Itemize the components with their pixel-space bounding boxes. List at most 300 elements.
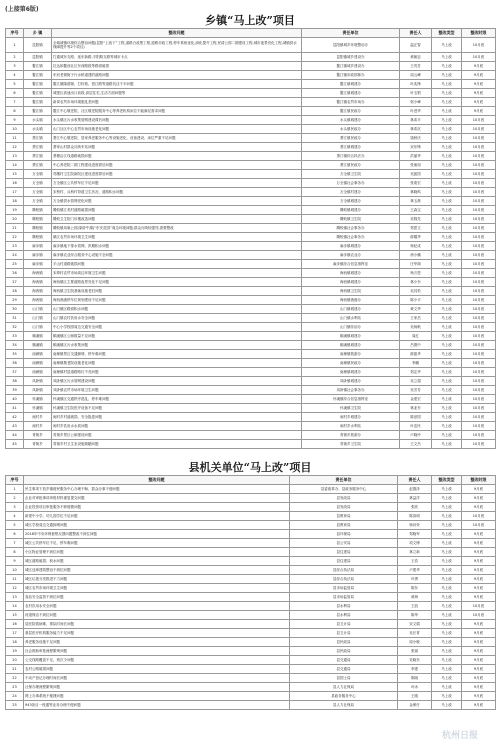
table-cell: 马上改 — [432, 89, 462, 98]
table-cell: 6 — [6, 89, 24, 98]
table-cell: 王茂芳 — [400, 62, 432, 71]
table-cell: 20 — [6, 215, 24, 224]
table-cell: 顺溪镇 — [24, 341, 52, 350]
table-cell: 王浩 — [398, 557, 432, 566]
table-cell: 马上改 — [432, 305, 462, 314]
table-cell: 闹村乡城建办 — [302, 413, 400, 422]
table-cell: 42 — [6, 413, 24, 422]
table-cell: 9月底 — [462, 62, 496, 71]
table-cell: 马上改 — [432, 557, 462, 566]
table-row — [6, 440, 496, 449]
table-cell: 17 — [6, 188, 24, 197]
table-row — [6, 38, 496, 53]
table-cell: 10月底 — [462, 206, 496, 215]
table-cell: 10月底 — [462, 512, 496, 521]
table-row — [6, 692, 496, 701]
table-row — [6, 143, 496, 152]
table-cell: 11 — [6, 134, 24, 143]
table-cell: 县人力社保局 — [290, 683, 398, 692]
table-row — [6, 323, 496, 332]
table-cell: 县市场监管局 — [290, 584, 398, 593]
table-cell: 山门镇水利站 — [302, 314, 400, 323]
table-cell: 李建 — [398, 665, 432, 674]
table-cell: 公交线路覆盖不足、班次少问题 — [24, 656, 290, 665]
table-cell: 县公安局 — [290, 539, 398, 548]
table-cell: 城区农贸市场环境卫生问题 — [24, 584, 290, 593]
table-cell: 县综合执法局 — [290, 566, 398, 575]
table-cell: 林益洋 — [398, 494, 432, 503]
table-row — [6, 53, 496, 62]
table-cell: 林立新 — [398, 548, 432, 557]
table-row — [6, 593, 496, 602]
table-row — [6, 422, 496, 431]
table-cell: 小区物业管理不到位问题 — [24, 548, 290, 557]
table-cell: 马上改 — [432, 188, 462, 197]
table-cell: 5 — [6, 521, 24, 530]
table-cell: 青街乡旅游办 — [302, 431, 400, 440]
table-cell: 郑思文 — [400, 224, 432, 233]
table-cell: 吴芳芳 — [400, 386, 432, 395]
table-cell: 林小东 — [400, 278, 432, 287]
table-cell: 凤卧镇城建办 — [302, 377, 400, 386]
table-cell: 9月底 — [462, 593, 496, 602]
table-cell: 昆阳镇城乡建设办 — [302, 53, 400, 62]
table-row — [6, 575, 496, 584]
table-cell: 万全镇供水管网老化问题 — [52, 197, 302, 206]
table-cell: 马上改 — [432, 701, 462, 710]
table-cell: 9月底 — [462, 89, 496, 98]
table-cell: 鳌江镇 — [24, 71, 52, 80]
table-cell: 马上改 — [432, 116, 462, 125]
table-cell: 麻步镇 — [24, 242, 52, 251]
continued-label: (上接第6版) — [5, 6, 39, 13]
table-cell: 项文博 — [398, 539, 432, 548]
table-cell: 不动产登记办理时间长问题 — [24, 674, 290, 683]
table-cell: 马上改 — [432, 566, 462, 575]
table-cell: 县发改局 — [290, 503, 398, 512]
table-cell: 郑楼村卫生院新院区建设进度滞后问题 — [52, 170, 302, 179]
table-cell: 10月底 — [462, 170, 496, 179]
table-row — [6, 62, 496, 71]
table-cell: 南雁镇城建办 — [302, 368, 400, 377]
table-cell: 10月底 — [462, 242, 496, 251]
table-cell: 10月底 — [462, 224, 496, 233]
table-cell: 县教育局 — [290, 512, 398, 521]
table-cell: 13 — [6, 152, 24, 161]
table-cell: 9月底 — [462, 656, 496, 665]
table-row — [6, 584, 496, 593]
table-cell: 县水利局 — [290, 611, 398, 620]
table-cell: 马上改 — [432, 485, 462, 494]
table-cell: 企业投资项目审批服务不够便捷问题 — [24, 503, 290, 512]
table-cell: 鳌江镇城乡建设办 — [302, 62, 400, 71]
table-cell: 宋东锋 — [400, 143, 432, 152]
table-row — [6, 278, 496, 287]
table-cell: 顺溪镇城建办 — [302, 332, 400, 341]
table-cell: 新建中小学、幼儿园学位不足问题 — [24, 512, 290, 521]
table-cell: 凤卧镇农贸市场环境卫生问题 — [52, 386, 302, 395]
table-cell: 万全镇 — [24, 197, 52, 206]
table-row — [6, 215, 496, 224]
table-cell: 叶忠民 — [400, 422, 432, 431]
table-cell: 陈华 — [398, 611, 432, 620]
table-cell: 9月底 — [462, 638, 496, 647]
table-cell: 怀溪镇综合信息指挥室 — [302, 395, 400, 404]
table-cell: 企业对审批事项申报材料重复提交问题 — [24, 494, 290, 503]
table-cell: 凤卧镇 — [24, 377, 52, 386]
table-cell: 山门镇综治办 — [302, 323, 400, 332]
table-cell: 麻步镇农业办 — [302, 251, 400, 260]
table-cell: 鳌江镇市政园林办 — [302, 71, 400, 80]
table-row — [6, 656, 496, 665]
table-cell: 农村饮用水安全问题 — [24, 602, 290, 611]
table-cell: 马上改 — [432, 38, 462, 53]
table-cell: 打通城东支路、延东新路,平阳路支路等城市卡点 — [52, 53, 302, 62]
table-cell: 鳌江中心敬老院、社区敬老院服务中心等养老机构床位不能满足需求问题 — [52, 107, 302, 116]
table-cell: 44 — [6, 431, 24, 440]
table-cell: 金保仔 — [398, 701, 432, 710]
table-cell: 萧江镇综合执法办 — [302, 152, 400, 161]
table-cell: 万全镇区公共停车位不足问题 — [52, 179, 302, 188]
table-cell: 3 — [6, 62, 24, 71]
table-cell: 腾蛟镇江美村道路破损问题 — [52, 206, 302, 215]
table-row — [6, 179, 496, 188]
table-cell: 鳌江镇 — [24, 98, 52, 107]
table-cell: 9月底 — [462, 647, 496, 656]
table-cell: 王家岳 — [400, 314, 432, 323]
table-row — [6, 683, 496, 692]
table-cell: 10月底 — [462, 287, 496, 296]
table-cell: 宋桥村、兵桥村背道卫生状况、道路积水问题 — [52, 188, 302, 197]
table-cell: 水头镇 — [24, 116, 52, 125]
table-cell: 马上改 — [432, 512, 462, 521]
table-row — [6, 161, 496, 170]
table-cell: 40 — [6, 395, 24, 404]
table-cell: 马上改 — [432, 368, 462, 377]
table-cell: 马上改 — [432, 620, 462, 629]
table-row — [6, 152, 496, 161]
table-cell: 马上改 — [432, 134, 462, 143]
table-cell: 县人力社保局 — [290, 701, 398, 710]
table-cell: 张欢宏 — [400, 179, 432, 188]
table-cell: 鳌江镇农贸市场办 — [302, 98, 400, 107]
table-cell: 海西镇 — [24, 269, 52, 278]
table-cell: 马上改 — [432, 359, 462, 368]
table-row — [6, 395, 496, 404]
table-cell: 薛振华 — [400, 350, 432, 359]
table-cell: 10月底 — [462, 188, 496, 197]
table-row — [6, 80, 496, 89]
table-cell: 青街乡村卫生室设施简陋问题 — [52, 440, 302, 449]
table-cell: 马上改 — [432, 629, 462, 638]
table-cell: 黄文华 — [400, 305, 432, 314]
table-cell: 卢晓玲 — [400, 431, 432, 440]
table-cell: 24 — [6, 251, 24, 260]
table-cell: 10月底 — [462, 341, 496, 350]
table-cell: 马上改 — [432, 125, 462, 134]
table-cell: 鳌江镇城建办 — [302, 89, 400, 98]
table-cell: 鳌江镇 — [24, 89, 52, 98]
table-cell: 33 — [6, 332, 24, 341]
table-cell: 37 — [6, 368, 24, 377]
table-cell: 张丽 — [398, 647, 432, 656]
table-row — [6, 107, 496, 116]
table-cell: 李鹏 — [400, 359, 432, 368]
table-cell: 南雁镇 — [24, 350, 52, 359]
table-cell: 马上改 — [432, 215, 462, 224]
table-cell: 怀溪镇卫生院医疗设备不足问题 — [52, 404, 302, 413]
table-cell: 麻步镇综合信息指挥室 — [302, 260, 400, 269]
table-row — [6, 674, 496, 683]
table-cell: 中心养老院二期工程建设进度滞后问题 — [52, 161, 302, 170]
table-cell: 王凯 — [398, 602, 432, 611]
table-cell: 马上改 — [432, 224, 462, 233]
column-header: 整改问题 — [52, 29, 302, 38]
table-cell: 海西镇区主要道路夜景亮化不足问题 — [52, 278, 302, 287]
table-cell: 宋埠村农贸市场周边环境卫生问题 — [52, 269, 302, 278]
table-cell: 麻步镇城建办 — [302, 242, 400, 251]
table-cell: 萧江镇民政办 — [302, 161, 400, 170]
county-section-title: 县机关单位“马上改”项目 — [188, 461, 312, 474]
table-cell: 9月底 — [462, 674, 496, 683]
table-cell: 马上改 — [432, 440, 462, 449]
table-cell: 马上改 — [432, 665, 462, 674]
table-cell: 基层医疗机构服务能力不足问题 — [24, 629, 290, 638]
table-cell: 东河老街街子行水桥道建的道路问题 — [52, 71, 302, 80]
table-cell: 山门社区中心农贸市场设施老化问题 — [52, 125, 302, 134]
table-cell: 45 — [6, 440, 24, 449]
table-cell: 马上改 — [432, 287, 462, 296]
table-cell: 赵德泽 — [398, 485, 432, 494]
table-row — [6, 557, 496, 566]
table-cell: 10月底 — [462, 260, 496, 269]
table-cell: 35 — [6, 350, 24, 359]
table-cell: 网上办事系统不便捷问题 — [24, 692, 290, 701]
table-cell: 周云峰 — [400, 71, 432, 80]
table-cell: 闹村乡饮用水水质问题 — [52, 422, 302, 431]
table-cell: 马上改 — [432, 107, 462, 116]
table-cell: 县综合执法局 — [290, 575, 398, 584]
column-header: 责任人 — [400, 29, 432, 38]
table-cell: 8 — [6, 548, 24, 557]
table-cell: 南雁镇村居道路路灯不亮问题 — [52, 368, 302, 377]
table-row — [6, 125, 496, 134]
table-cell: 县卫计局 — [290, 620, 398, 629]
table-cell: 万全镇 — [24, 179, 52, 188]
table-cell: 万全镇城建办 — [302, 197, 400, 206]
table-cell: 马上改 — [432, 206, 462, 215]
table-cell: 10月底 — [462, 521, 496, 530]
table-cell: 山门镇农村饮用水安全问题 — [52, 314, 302, 323]
table-cell: 马上改 — [432, 80, 462, 89]
table-cell: 14 — [6, 161, 24, 170]
table-row — [6, 611, 496, 620]
table-cell: 吴晓东 — [398, 656, 432, 665]
table-cell: 9月底 — [462, 107, 496, 116]
column-header: 整改问题 — [24, 476, 290, 485]
table-cell: 马上改 — [432, 350, 462, 359]
table-cell: 23 — [6, 242, 24, 251]
table-cell: 9月底 — [462, 503, 496, 512]
table-cell: 农村公路破损问题 — [24, 665, 290, 674]
table-cell: 马上改 — [432, 593, 462, 602]
table-row — [6, 377, 496, 386]
table-cell: 萧家山村群众反映车站问题 — [52, 143, 302, 152]
table-cell: 1 — [6, 38, 24, 53]
table-cell: 8 — [6, 107, 24, 116]
table-cell: 马上改 — [432, 377, 462, 386]
table-cell: 马上改 — [432, 179, 462, 188]
table-row — [6, 638, 496, 647]
table-row — [6, 242, 496, 251]
table-cell: 杨向荣 — [398, 521, 432, 530]
table-cell: 10月底 — [462, 440, 496, 449]
table-cell: 萧江镇民政办 — [302, 134, 400, 143]
table-cell: 10月底 — [462, 377, 496, 386]
table-cell: 25 — [6, 701, 24, 710]
table-cell: 山门镇 — [24, 323, 52, 332]
table-cell: 马上改 — [432, 656, 462, 665]
table-cell: 徐小鹏 — [400, 251, 432, 260]
table-cell: 南雁镇景区交通拥堵、停车难问题 — [52, 350, 302, 359]
table-cell: 10月底 — [462, 611, 496, 620]
table-cell: 张朋周 — [400, 161, 432, 170]
table-row — [6, 485, 496, 494]
table-row — [6, 665, 496, 674]
town-table — [5, 28, 496, 449]
table-cell: 21 — [6, 224, 24, 233]
table-row — [6, 224, 496, 233]
table-cell: 10月底 — [462, 152, 496, 161]
table-cell: 马上改 — [432, 278, 462, 287]
table-cell: 林亚东 — [400, 404, 432, 413]
table-cell: 凤卧镇社会事务办 — [302, 386, 400, 395]
table-cell: 怀溪镇区交通秩序混乱、停车难问题 — [52, 395, 302, 404]
table-cell: 12 — [6, 143, 24, 152]
table-cell: 陈东 — [398, 584, 432, 593]
column-header: 责任人 — [398, 476, 432, 485]
table-cell: 4 — [6, 512, 24, 521]
table-cell: 马上改 — [432, 98, 462, 107]
table-cell: 10月底 — [462, 431, 496, 440]
table-row — [6, 71, 496, 80]
table-cell: 王文杰 — [400, 440, 432, 449]
table-cell: 县发改局 — [290, 494, 398, 503]
table-cell: 河道保洁不到位问题 — [24, 611, 290, 620]
table-cell: 怀溪镇 — [24, 404, 52, 413]
table-cell: 9月底 — [462, 71, 496, 80]
table-cell: 城区公共停车位不足、停车难问题 — [24, 539, 290, 548]
table-cell: 马上改 — [432, 611, 462, 620]
table-cell: 萧塘沿江线道路破损问题 — [52, 152, 302, 161]
table-cell: 马上改 — [432, 692, 462, 701]
table-cell: 19 — [6, 206, 24, 215]
table-cell: 陈爱国 — [400, 413, 432, 422]
table-cell: 闹村乡 — [24, 422, 52, 431]
table-row — [6, 431, 496, 440]
table-row — [6, 539, 496, 548]
table-cell: 22 — [6, 674, 24, 683]
table-cell: 海西镇城建办 — [302, 269, 400, 278]
table-cell: 9月底 — [462, 98, 496, 107]
table-cell: 马上改 — [432, 233, 462, 242]
table-cell: 新岗农贸市场环境脏乱差问题 — [52, 98, 302, 107]
table-cell: 萧江镇城建办 — [302, 143, 400, 152]
table-cell: 9月底 — [462, 692, 496, 701]
table-cell: 南雁镇 — [24, 359, 52, 368]
table-cell: 昆阳镇城乡环境整治办 — [302, 38, 400, 53]
table-cell: 县水利局 — [290, 602, 398, 611]
table-cell: 南雁镇旅游办 — [302, 350, 400, 359]
table-cell: 腾蛟镇社会事务办 — [302, 233, 400, 242]
table-cell: 10月底 — [462, 368, 496, 377]
table-row — [6, 233, 496, 242]
table-cell: 民生事项下放乡镇便民服务中心办理不畅、群众办事不便问题 — [24, 485, 290, 494]
table-cell: 马上改 — [432, 269, 462, 278]
table-cell: 海西镇 — [24, 278, 52, 287]
table-cell: 社会救助审批流程繁琐问题 — [24, 647, 290, 656]
table-cell: 马上改 — [432, 170, 462, 179]
table-cell: 马上改 — [432, 152, 462, 161]
table-cell: 马上改 — [432, 260, 462, 269]
town-table-header — [6, 29, 496, 38]
table-cell: 马上改 — [432, 197, 462, 206]
table-cell: 鳌江镇隆德街、打棕巷、管江路等道路坑洼不平问题 — [52, 80, 302, 89]
table-cell: 县政务服务中心 — [290, 692, 398, 701]
table-cell: 10月底 — [462, 278, 496, 287]
table-cell: 腾蛟镇 — [24, 233, 52, 242]
table-cell: 万全镇 — [24, 170, 52, 179]
table-cell: 9月底 — [462, 701, 496, 710]
table-cell: 10月底 — [462, 359, 496, 368]
table-cell: 周红 — [400, 332, 432, 341]
column-header: 序号 — [6, 29, 24, 38]
table-cell: 18 — [6, 197, 24, 206]
table-cell: 山门镇城建办 — [302, 305, 400, 314]
table-row — [6, 413, 496, 422]
table-cell: 10月底 — [462, 422, 496, 431]
table-cell: 马上改 — [432, 323, 462, 332]
table-cell: 马上改 — [432, 638, 462, 647]
table-cell: 马上改 — [432, 503, 462, 512]
table-cell: 马上改 — [432, 584, 462, 593]
table-cell: 陈晓 — [398, 674, 432, 683]
table-cell: 31 — [6, 314, 24, 323]
table-cell: 县交通局 — [290, 665, 398, 674]
table-cell: 食品安全监管不到位问题 — [24, 593, 290, 602]
table-cell: 马上改 — [432, 332, 462, 341]
table-cell: 城建区高速出口前段,高层住宅,生活方面问题等 — [52, 89, 302, 98]
table-cell: 全域城镇环境综合整治问题(昆阳“上改下”工程,道路白改黑工程,道路市政工程,停车系统优化,绿化提升工程,民清公园二期建设工程,城市夜景亮化工程,城镇供水保障提升等2个项目) — [52, 38, 302, 53]
table-cell: 闹村乡 — [24, 413, 52, 422]
table-row — [6, 494, 496, 503]
table-cell: 昆阳镇 — [24, 38, 52, 53]
table-cell: 9月底 — [462, 539, 496, 548]
table-cell: 海西镇城建办 — [302, 278, 400, 287]
table-row — [6, 287, 496, 296]
table-cell: 11 — [6, 575, 24, 584]
table-cell: 10月底 — [462, 296, 496, 305]
table-cell: 9月底 — [462, 494, 496, 503]
table-cell: 10月底 — [462, 602, 496, 611]
table-cell: 城区学校周边交通拥堵问题 — [24, 521, 290, 530]
table-cell: 2 — [6, 53, 24, 62]
table-cell: 社保办理流程繁琐问题 — [24, 683, 290, 692]
table-cell: 马上改 — [432, 395, 462, 404]
table-cell: 9月底 — [462, 557, 496, 566]
table-cell: 县国土局 — [290, 674, 398, 683]
table-cell: 10 — [6, 566, 24, 575]
